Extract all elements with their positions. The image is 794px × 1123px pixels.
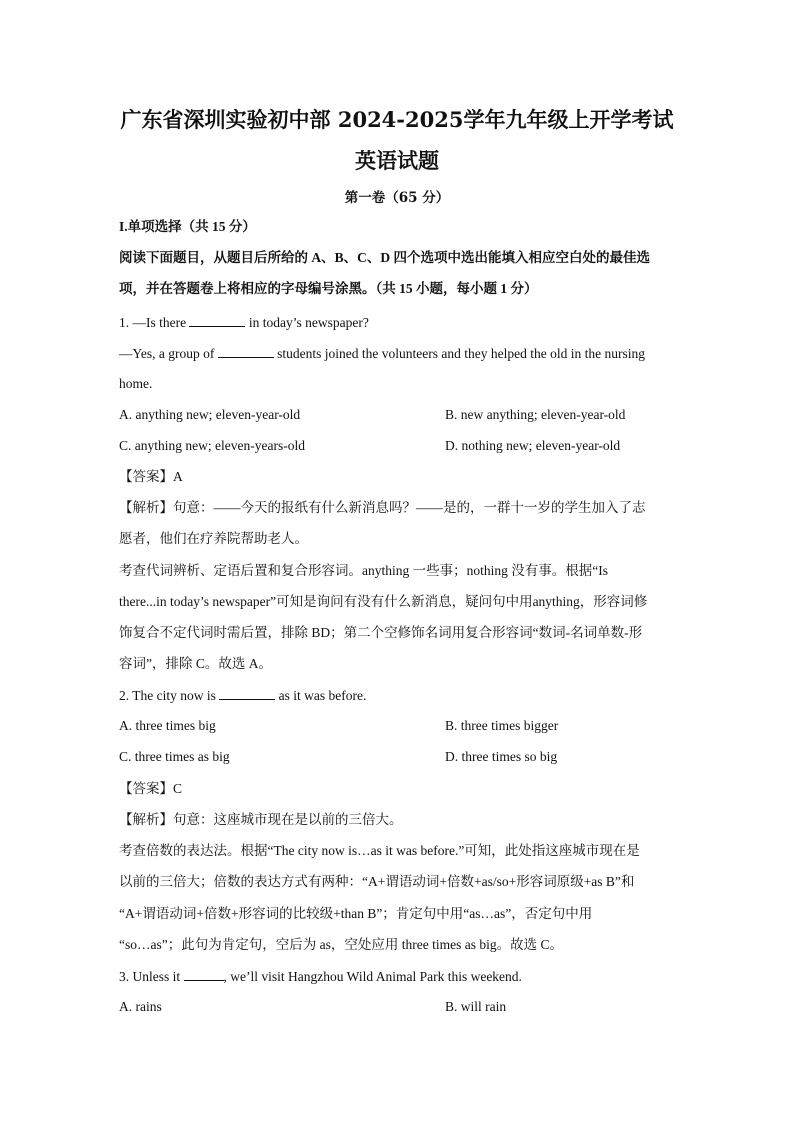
question-1-reply-part-2: students joined the volunteers and they helped the old in the nursing [273,346,645,361]
question-1-reply-continued: home. [119,376,153,391]
section-heading: 第一卷（65 分） [344,190,450,206]
question-1-analysis-line: 饰复合不定代词时需后置，排除 BD；第二个空修饰名词用复合形容词“数词-名词单数-形 [119,625,643,640]
instructions-line-2: 项，并在答题卷上将相应的字母编号涂黑。（共 15 小题，每小题 1 分） [119,281,538,296]
question-1-answer: 【答案】A [119,469,183,484]
answer-blank [218,344,274,358]
question-3-option-a: A. rains [119,999,162,1014]
question-2-stem-part-1: 2. The city now is [119,688,220,703]
question-2-analysis-line: “A+谓语动词+倍数+形容词的比较级+than B”；肯定句中用“as…as”，否定句中用 [119,906,593,921]
page-title: 广东省深圳实验初中部 2024-2025学年九年级上开学考试 [120,107,674,132]
question-2-analysis-line: 【解析】句意：这座城市现在是以前的三倍大。 [119,812,403,827]
part-heading: I.单项选择（共 15 分） [119,219,256,234]
question-3-option-b: B. will rain [445,999,507,1014]
answer-blank [219,686,275,700]
question-2-option-d: D. three times so big [445,749,558,764]
answer-blank [189,313,245,327]
question-3-stem [119,967,522,986]
question-3-stem-part-2: , we’ll visit Hangzhou Wild Animal Park this weekend. [223,969,522,984]
question-1-analysis-line: 容词”，排除 C。故选 A。 [119,656,272,671]
answer-blank [184,967,224,981]
question-1-reply-part-1: —Yes, a group of [119,346,218,361]
question-1-analysis-line: there...in today’s newspaper”可知是询问有没有什么新消息，疑问句中用anything，形容词修 [119,594,648,609]
question-2-stem-part-2: as it was before. [275,688,367,703]
question-2-option-c: C. three times as big [119,749,230,764]
question-1-stem-part-1: 1. —Is there [119,315,190,330]
question-1-stem-part-2: in today’s newspaper? [245,315,369,330]
question-2-option-b: B. three times bigger [445,718,559,733]
question-1-analysis-line: 愿者，他们在疗养院帮助老人。 [119,531,308,546]
question-2-analysis-line: 考查倍数的表达法。根据“The city now is…as it was before.”可知，此处指这座城市现在是 [119,843,640,858]
question-1-option-d: D. nothing new; eleven-year-old [445,438,621,453]
question-2-answer: 【答案】C [119,781,183,796]
instructions-line-1: 阅读下面题目，从题目后所给的 A、B、C、D 四个选项中选出能填入相应空白处的最佳选 [119,250,651,265]
question-2-analysis-line: 以前的三倍大；倍数的表达方式有两种：“A+谓语动词+倍数+as/so+形容词原级+as B”和 [119,874,635,889]
question-1-option-b: B. new anything; eleven-year-old [445,407,626,422]
question-2-option-a: A. three times big [119,718,216,733]
question-1-reply [119,344,645,363]
question-1-analysis-line: 考查代词辨析、定语后置和复合形容词。anything 一些事；nothing 没有事。根据“Is [119,563,608,578]
question-2-stem [119,686,366,705]
question-2-analysis-line: “so…as”；此句为肯定句，空后为 as，空处应用 three times as big。故选 C。 [119,937,563,952]
question-1-stem [119,313,369,332]
question-1-analysis-line: 【解析】句意：——今天的报纸有什么新消息吗？——是的，一群十一岁的学生加入了志 [119,500,646,515]
question-3-stem-part-1: 3. Unless it [119,969,184,984]
question-1-option-c: C. anything new; eleven-years-old [119,438,305,453]
page-subtitle: 英语试题 [355,148,439,173]
question-1-option-a: A. anything new; eleven-year-old [119,407,301,422]
